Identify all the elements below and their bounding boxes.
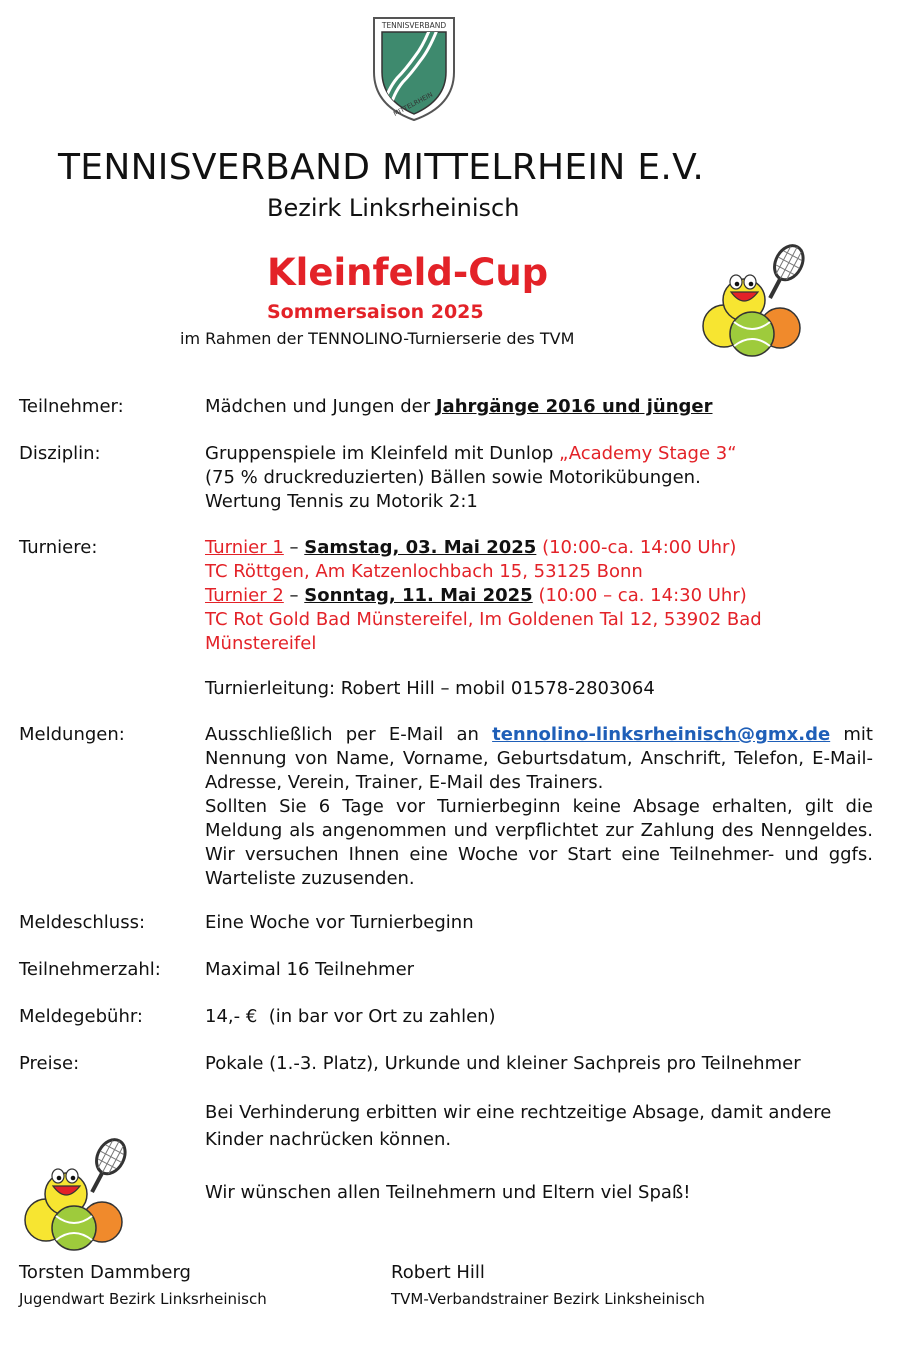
district-name: Bezirk Linksrheinisch xyxy=(267,194,520,222)
gruss: Wir wünschen allen Teilnehmern und Eltern viel Spaß! xyxy=(205,1182,691,1203)
meldungen-prefix: Ausschließlich per E-Mail an xyxy=(205,724,493,745)
label-turniere: Turniere: xyxy=(19,537,98,558)
hinweis-absage: Bei Verhinderung erbitten wir eine rechtzeitige Absage, damit andere Kinder nachrücken können. xyxy=(205,1102,832,1150)
signature-role-2: TVM-Verbandstrainer Bezirk Linksheinisch xyxy=(391,1290,705,1308)
disziplin-ball: „Academy Stage 3“ xyxy=(559,443,737,464)
series-subtitle: im Rahmen der TENNOLINO-Turnierserie des TVM xyxy=(180,329,575,348)
tvm-logo xyxy=(368,14,460,122)
label-meldungen: Meldungen: xyxy=(19,724,125,745)
turnier-1-venue: TC Röttgen, Am Katzenlochbach 15, 53125 Bonn xyxy=(205,561,643,582)
disziplin-text-3: Wertung Tennis zu Motorik 2:1 xyxy=(205,491,478,512)
turnier-2-name: Turnier 2 xyxy=(205,585,284,606)
signature-name-1: Torsten Dammberg xyxy=(19,1262,191,1283)
disziplin-text-1: Gruppenspiele im Kleinfeld mit Dunlop xyxy=(205,443,560,464)
turnier-2-dash: – xyxy=(283,585,305,606)
value-meldungen xyxy=(205,723,873,891)
value-disziplin xyxy=(205,442,873,514)
value-teilnehmerzahl: Maximal 16 Teilnehmer xyxy=(205,959,415,980)
label-teilnehmer: Teilnehmer: xyxy=(19,396,124,417)
email-link[interactable]: tennolino-linksrheinisch@gmx.de xyxy=(492,724,831,745)
value-preise: Pokale (1.-3. Platz), Urkunde und kleiner Sachpreis pro Teilnehmer xyxy=(205,1053,801,1074)
value-turniere xyxy=(205,536,873,656)
logo-bottom-text: MITTELRHEIN xyxy=(392,90,435,118)
value-meldeschluss: Eine Woche vor Turnierbeginn xyxy=(205,912,474,933)
turnier-1-name: Turnier 1 xyxy=(205,537,284,558)
page-title: Kleinfeld-Cup xyxy=(267,251,549,294)
value-meldegebuehr: 14,- € (in bar vor Ort zu zahlen) xyxy=(205,1006,496,1027)
organization-name: TENNISVERBAND MITTELRHEIN E.V. xyxy=(58,147,705,188)
label-meldeschluss: Meldeschluss: xyxy=(19,912,146,933)
value-teilnehmer xyxy=(205,395,873,419)
logo-top-text: TENNISVERBAND xyxy=(381,21,447,30)
signature-role-1: Jugendwart Bezirk Linksrheinisch xyxy=(19,1290,267,1308)
teilnehmer-text: Mädchen und Jungen der xyxy=(205,396,436,417)
turnier-2-venue: TC Rot Gold Bad Münstereifel, Im Goldenen Tal 12, 53902 Bad Münstereifel xyxy=(205,609,762,654)
tennolino-mascot-icon xyxy=(700,238,812,360)
disziplin-text-2: (75 % druckreduzierten) Bällen sowie Motorikübungen. xyxy=(205,467,701,488)
turnier-2-date: Sonntag, 11. Mai 2025 xyxy=(304,585,533,606)
label-preise: Preise: xyxy=(19,1053,80,1074)
signature-name-2: Robert Hill xyxy=(391,1262,485,1283)
turnier-1-time: (10:00-ca. 14:00 Uhr) xyxy=(542,537,737,558)
tennolino-mascot-icon xyxy=(22,1132,134,1254)
turnierleitung: Turnierleitung: Robert Hill – mobil 01578-2803064 xyxy=(205,678,655,699)
label-disziplin: Disziplin: xyxy=(19,443,101,464)
season-subtitle: Sommersaison 2025 xyxy=(267,301,484,323)
turnier-2-time: (10:00 – ca. 14:30 Uhr) xyxy=(538,585,747,606)
label-teilnehmerzahl: Teilnehmerzahl: xyxy=(19,959,161,980)
label-meldegebuehr: Meldegebühr: xyxy=(19,1006,143,1027)
teilnehmer-jahrgaenge: Jahrgänge 2016 und jünger xyxy=(435,396,713,417)
meldungen-note: Sollten Sie 6 Tage vor Turnierbeginn keine Absage erhalten, gilt die Meldung als angenommen und verpflichtet zur Zahlung des Nenngeldes. Wir versuchen Ihnen eine Woche vor Start eine Teilnehmer- und ggfs. Warteliste zuzusenden. xyxy=(205,796,873,889)
turnier-1-dash: – xyxy=(283,537,305,558)
meldungen-rest: mit Nennung von Name, Vorname, Geburtsdatum, Anschrift, Telefon, E-Mail-Adresse, Verein, Trainer, E-Mail des Trainers. xyxy=(205,724,873,793)
turnier-1-date: Samstag, 03. Mai 2025 xyxy=(304,537,537,558)
